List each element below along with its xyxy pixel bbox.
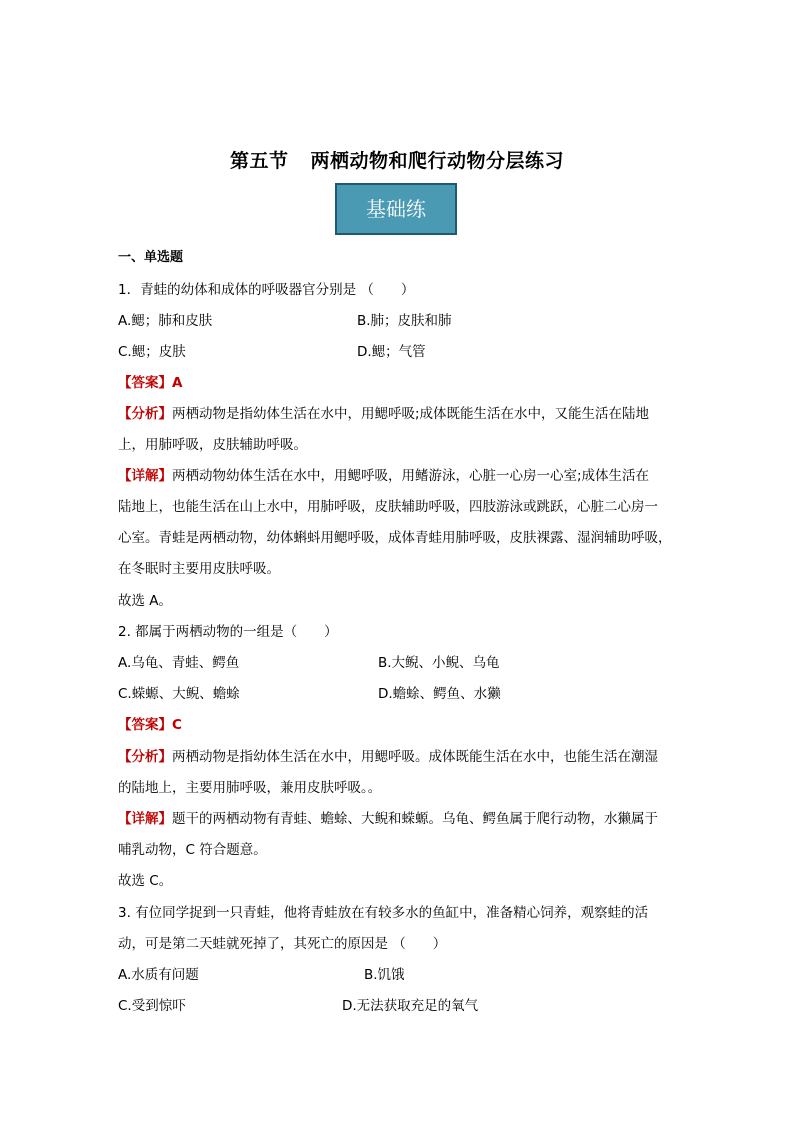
q1-conclusion: 故选 A。 bbox=[118, 593, 173, 609]
q2-option-a: A.乌龟、青蛙、鳄鱼 bbox=[118, 655, 240, 671]
q1-stem: 1．青蛙的幼体和成体的呼吸器官分别是 （ ） bbox=[118, 282, 415, 298]
q1-detail-line-2: 陆地上，也能生活在山上水中，用肺呼吸，皮肤辅助呼吸，四肢游泳或跳跃，心脏二心房一 bbox=[118, 499, 658, 515]
q2-answer-value: C bbox=[172, 717, 182, 733]
q3-option-a: A.水质有问题 bbox=[118, 967, 199, 983]
q1-answer-value: A bbox=[172, 375, 183, 391]
q1-analysis-line-2: 上，用肺呼吸，皮肤辅助呼吸。 bbox=[118, 437, 307, 453]
q2-analysis-tag: 【分析】 bbox=[118, 749, 172, 765]
q2-detail-line-2: 哺乳动物，C 符合题意。 bbox=[118, 842, 267, 858]
q1-detail-line-3: 心室。青蛙是两栖动物，幼体蝌蚪用鳃呼吸，成体青蛙用肺呼吸，皮肤裸露、湿润辅助呼吸， bbox=[118, 530, 672, 546]
q1-detail-line-1: 【详解】两栖动物幼体生活在水中，用鳃呼吸，用鳍游泳，心脏一心房一心室;成体生活在 bbox=[118, 468, 650, 484]
q2-analysis-line-1: 【分析】两栖动物是指幼体生活在水中，用鳃呼吸。成体既能生活在水中，也能生活在潮湿 bbox=[118, 749, 658, 765]
q2-answer bbox=[118, 716, 182, 734]
q3-stem-line-1: 3. 有位同学捉到一只青蛙，他将青蛙放在有较多水的鱼缸中，准备精心饲养，观察蛙的活 bbox=[118, 905, 649, 921]
q3-option-c: C.受到惊吓 bbox=[118, 998, 186, 1014]
title-section-number: 第五节 bbox=[229, 150, 289, 172]
q1-answer-tag: 【答案】 bbox=[118, 375, 172, 391]
q2-conclusion: 故选 C。 bbox=[118, 873, 173, 889]
q1-option-d: D.鳃；气管 bbox=[357, 344, 426, 360]
q2-analysis-line-2: 的陆地上，主要用肺呼吸，兼用皮肤呼吸。。 bbox=[118, 780, 382, 796]
q2-detail-tag: 【详解】 bbox=[118, 811, 172, 827]
q3-option-d: D.无法获取充足的氧气 bbox=[342, 998, 479, 1014]
level-badge: 基础练 bbox=[335, 183, 457, 235]
q3-option-b: B.饥饿 bbox=[364, 967, 405, 983]
title-topic: 两栖动物和爬行动物分层练习 bbox=[310, 150, 565, 172]
q1-detail-line-4: 在冬眠时主要用皮肤呼吸。 bbox=[118, 561, 280, 577]
q1-detail-tag: 【详解】 bbox=[118, 468, 172, 484]
section-heading: 一、单选题 bbox=[118, 250, 184, 265]
q1-option-a: A.鳃；肺和皮肤 bbox=[118, 313, 213, 329]
q1-analysis-tag: 【分析】 bbox=[118, 406, 172, 422]
q2-option-c: C.蝾螈、大鲵、蟾蜍 bbox=[118, 686, 240, 702]
q1-analysis-line-1: 【分析】两栖动物是指幼体生活在水中，用鳃呼吸;成体既能生活在水中，又能生活在陆地 bbox=[118, 406, 650, 422]
q3-stem-line-2: 动，可是第二天蛙就死掉了，其死亡的原因是 （ ） bbox=[118, 936, 447, 952]
q2-option-b: B.大鲵、小鲵、乌龟 bbox=[378, 655, 500, 671]
q1-answer bbox=[118, 374, 182, 392]
q2-answer-tag: 【答案】 bbox=[118, 717, 172, 733]
q2-option-d: D.蟾蜍、鳄鱼、水獭 bbox=[378, 686, 501, 702]
q2-detail-line-1: 【详解】题干的两栖动物有青蛙、蟾蜍、大鲵和蝾螈。乌龟、鳄鱼属于爬行动物，水獭属于 bbox=[118, 811, 658, 827]
q2-stem: 2. 都属于两栖动物的一组是（ ） bbox=[118, 624, 338, 640]
q1-option-b: B.肺；皮肤和肺 bbox=[357, 313, 452, 329]
q1-option-c: C.鳃；皮肤 bbox=[118, 344, 186, 360]
page-title bbox=[0, 146, 794, 173]
